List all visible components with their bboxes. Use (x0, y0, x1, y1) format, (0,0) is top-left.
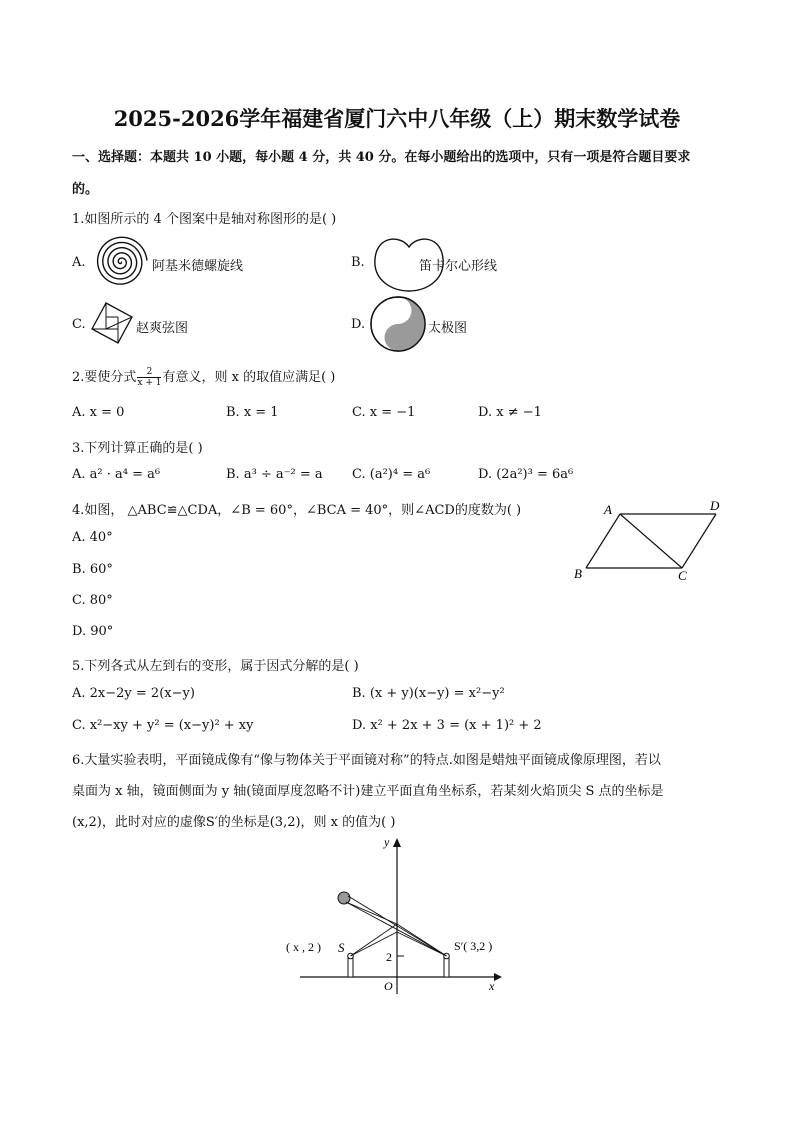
q6-mirror-figure (280, 832, 520, 998)
q2-stem (72, 366, 335, 388)
q5-option-a: A. 2x−2y = 2(x−y) (72, 686, 195, 701)
q3-option-c: C. (a²)⁴ = a⁶ (352, 467, 431, 482)
q4-option-a: A. 40° (72, 530, 113, 545)
q5-option-b: B. (x + y)(x−y) = x²−y² (352, 686, 505, 701)
q6-line-3: (x,2)，此时对应的虚像S′的坐标是(3,2)，则 x 的值为( ) (72, 815, 396, 830)
x-axis-label: x (489, 979, 495, 993)
q3-option-b: B. a³ ÷ a⁻² = a (226, 467, 323, 482)
fraction-denominator: x + 1 (137, 378, 162, 388)
vertex-label-b: B (574, 566, 582, 581)
q6-line-2: 桌面为 x 轴，镜面侧面为 y 轴(镜面厚度忽略不计)建立平面直角坐标系，若某刻火焰顶尖 S 点的坐标是 (72, 784, 664, 799)
q1-option-b-letter: B. (351, 255, 365, 270)
q1-stem: 1.如图所示的 4 个图案中是轴对称图形的是( ) (72, 212, 337, 227)
page-title: 2025-2026学年福建省厦门六中八年级（上）期末数学试卷 (113, 106, 681, 131)
q3-option-a: A. a² · a⁴ = a⁶ (72, 467, 161, 482)
q5-option-d: D. x² + 2x + 3 = (x + 1)² + 2 (352, 718, 542, 733)
q1-option-c-letter: C. (72, 317, 86, 332)
fraction-numerator: 2 (137, 367, 161, 378)
q3-stem: 3.下列计算正确的是( ) (72, 441, 203, 456)
tick-label-2: 2 (386, 950, 392, 964)
q3-option-d: D. (2a²)³ = 6a⁶ (478, 467, 574, 482)
vertex-label-d: D (710, 498, 720, 513)
origin-label: O (384, 979, 393, 993)
section-heading: 一、选择题：本题共 10 小题，每小题 4 分，共 40 分。在每小题给出的选项中，只有一项是符合题目要求 (72, 150, 691, 165)
archimedes-spiral-icon (92, 233, 150, 291)
q2-stem-pre: 2.要使分式 (72, 370, 137, 385)
q2-option-a: A. x = 0 (72, 405, 125, 420)
vertex-label-a: A (604, 502, 612, 517)
q2-stem-post: 有意义，则 x 的取值应满足( ) (162, 370, 336, 385)
q4-option-c: C. 80° (72, 593, 113, 608)
q5-option-c: C. x²−xy + y² = (x−y)² + xy (72, 718, 254, 733)
q1-option-c-text: 赵爽弦图 (136, 321, 189, 336)
section-heading-cont: 的。 (72, 182, 99, 197)
q4-parallelogram-figure (566, 496, 732, 586)
point-s-label: S (338, 940, 345, 955)
q4-stem: 4.如图， △ABC≌△CDA，∠B = 60°，∠BCA = 40°，则∠ACD的度数为( ) (72, 503, 522, 518)
q2-option-c: C. x = −1 (352, 405, 416, 420)
zhaoshuang-diagram-icon (88, 301, 134, 347)
point-s-coordinates: ( x , 2 ) (286, 940, 321, 954)
q1-option-d-text: 太极图 (428, 321, 468, 336)
q5-stem: 5.下列各式从左到右的变形，属于因式分解的是( ) (72, 659, 359, 674)
vertex-label-c: C (678, 568, 687, 583)
q4-option-b: B. 60° (72, 562, 113, 577)
q4-option-d: D. 90° (72, 624, 114, 639)
q1-option-b-text: 笛卡尔心形线 (419, 259, 498, 274)
q2-option-b: B. x = 1 (226, 405, 279, 420)
q1-option-a-text: 阿基米德螺旋线 (152, 259, 244, 274)
point-s-prime-label: S′( 3,2 ) (454, 939, 493, 953)
q2-option-d: D. x ≠ −1 (478, 405, 542, 420)
taiji-icon (369, 295, 427, 353)
q6-line-1: 6.大量实验表明，平面镜成像有“像与物体关于平面镜对称”的特点.如图是蜡烛平面镜成像原理图，若以 (72, 753, 661, 768)
q2-fraction (137, 367, 161, 388)
q1-option-d-letter: D. (351, 317, 366, 332)
y-axis-label: y (384, 835, 390, 849)
q1-option-a-letter: A. (72, 255, 86, 270)
